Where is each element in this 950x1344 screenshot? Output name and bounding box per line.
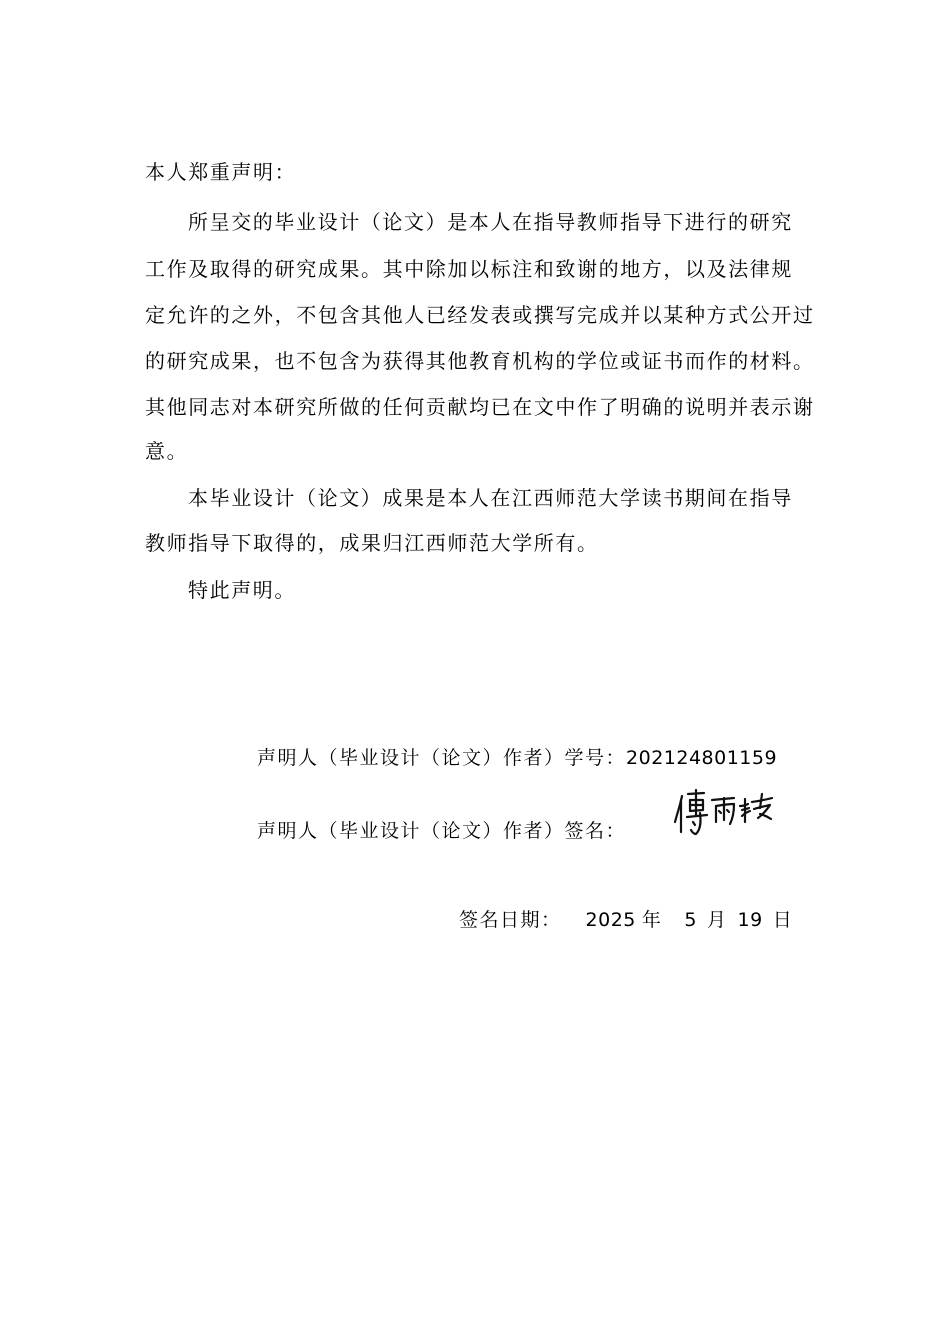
student-id-row (257, 745, 777, 771)
paragraph1-line-6: 意。 (145, 439, 189, 463)
handwritten-signature (672, 784, 780, 840)
declaration-closing: 特此声明。 (188, 578, 296, 602)
paragraph1-line-2: 工作及取得的研究成果。其中除加以标注和致谢的地方，以及法律规 (145, 257, 793, 281)
signature-date-row (459, 907, 793, 933)
paragraph1-line-1: 所呈交的毕业设计（论文）是本人在指导教师指导下进行的研究 (188, 210, 793, 234)
student-id-label: 声明人（毕业设计（论文）作者）学号： (257, 747, 627, 769)
date-year-unit: 年 (641, 909, 663, 931)
date-day-unit: 日 (772, 909, 794, 931)
signature-row (257, 818, 626, 844)
date-month: 5 (684, 909, 697, 931)
paragraph1-line-5: 其他同志对本研究所做的任何贡献均已在文中作了明确的说明并表示谢 (145, 395, 815, 419)
date-label: 签名日期： (459, 909, 562, 931)
date-year: 2025 (585, 909, 636, 931)
signature-label: 声明人（毕业设计（论文）作者）签名： (257, 820, 627, 842)
date-day: 19 (737, 909, 763, 931)
paragraph2-line-1: 本毕业设计（论文）成果是本人在江西师范大学读书期间在指导 (188, 486, 793, 510)
date-month-unit: 月 (706, 909, 728, 931)
student-id-value: 202124801159 (626, 747, 778, 769)
paragraph1-line-4: 的研究成果，也不包含为获得其他教育机构的学位或证书而作的材料。 (145, 349, 815, 373)
declaration-opening: 本人郑重声明： (145, 160, 297, 184)
paragraph1-line-3: 定允许的之外，不包含其他人已经发表或撰写完成并以某种方式公开过 (145, 303, 815, 327)
paragraph2-line-2: 教师指导下取得的，成果归江西师范大学所有。 (145, 531, 599, 555)
